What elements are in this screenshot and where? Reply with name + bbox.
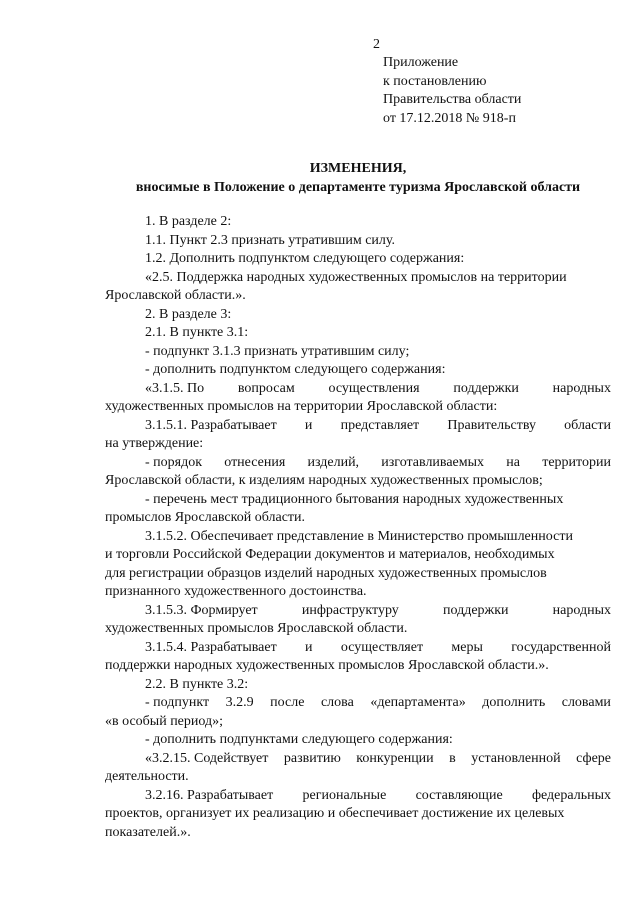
title-subheading: вносимые в Положение о департаменте туризма Ярославской области <box>135 179 581 195</box>
paragraph-continuation: для регистрации образцов изделий народных художественных промыслов <box>105 565 547 581</box>
paragraph: 2.2. В пункте 3.2: <box>145 676 249 692</box>
paragraph: 3.1.5.3. Формирует инфраструктуру поддержки народных <box>145 602 611 618</box>
paragraph-continuation: художественных промыслов на территории Ярославской области: <box>105 399 498 414</box>
paragraph-continuation: показателей.». <box>105 824 191 840</box>
paragraph-continuation: художественных промыслов Ярославской области. <box>105 621 408 636</box>
paragraph: 3.2.16. Разрабатывает региональные составляющие федеральных <box>145 787 611 803</box>
page-number: 2 <box>373 37 380 52</box>
paragraph: - дополнить подпунктами следующего содержания: <box>145 732 453 747</box>
paragraph-continuation: проектов, организует их реализацию и обеспечивает достижение их целевых <box>105 806 565 821</box>
paragraph-continuation: признанного художественного достоинства. <box>105 584 367 599</box>
paragraph: - перечень мест традиционного бытования народных художественных <box>145 491 564 507</box>
paragraph-continuation: на утверждение: <box>105 436 204 451</box>
paragraph: - дополнить подпунктом следующего содержания: <box>145 362 446 377</box>
paragraph: 2. В разделе 3: <box>145 306 232 322</box>
document-body <box>105 213 611 842</box>
paragraph: 3.1.5.4. Разрабатывает и осуществляет меры государственной <box>145 639 611 655</box>
paragraph: 1. В разделе 2: <box>145 214 232 229</box>
appendix-line: к постановлению <box>383 73 487 89</box>
document-title <box>105 160 611 197</box>
paragraph: 1.1. Пункт 2.3 признать утратившим силу. <box>145 232 395 248</box>
paragraph-continuation: деятельности. <box>105 769 189 784</box>
paragraph: - подпункт 3.1.3 признать утратившим силу; <box>145 343 410 359</box>
paragraph-continuation: и торговли Российской Федерации документов и материалов, необходимых <box>105 547 555 562</box>
paragraph-continuation: Ярославской области, к изделиям народных художественных промыслов; <box>105 473 543 488</box>
paragraph-continuation: поддержки народных художественных промыслов Ярославской области.». <box>105 658 549 673</box>
paragraph: 1.2. Дополнить подпунктом следующего содержания: <box>145 251 465 266</box>
appendix-line: Правительства области <box>383 92 522 107</box>
appendix-line: от 17.12.2018 № 918-п <box>383 110 516 126</box>
paragraph: 3.1.5.1. Разрабатывает и представляет Правительству области <box>145 417 611 433</box>
paragraph: «3.2.15. Содействует развитию конкуренции в установленной сфере <box>145 750 611 766</box>
appendix-block <box>383 54 521 128</box>
paragraph: 2.1. В пункте 3.1: <box>145 325 249 340</box>
paragraph: «2.5. Поддержка народных художественных промыслов на территории <box>145 269 567 285</box>
paragraph: - порядок отнесения изделий, изготавливаемых на территории <box>145 454 611 470</box>
paragraph: 3.1.5.2. Обеспечивает представление в Министерство промышленности <box>145 528 573 544</box>
paragraph: - подпункт 3.2.9 после слова «департамента» дополнить словами <box>145 695 611 710</box>
appendix-line: Приложение <box>383 55 459 70</box>
title-heading: ИЗМЕНЕНИЯ, <box>309 161 407 176</box>
paragraph-continuation: Ярославской области.». <box>105 288 246 303</box>
paragraph: «3.1.5. По вопросам осуществления поддержки народных <box>145 380 611 396</box>
paragraph-continuation: «в особый период»; <box>105 713 224 729</box>
paragraph-continuation: промыслов Ярославской области. <box>105 510 306 525</box>
